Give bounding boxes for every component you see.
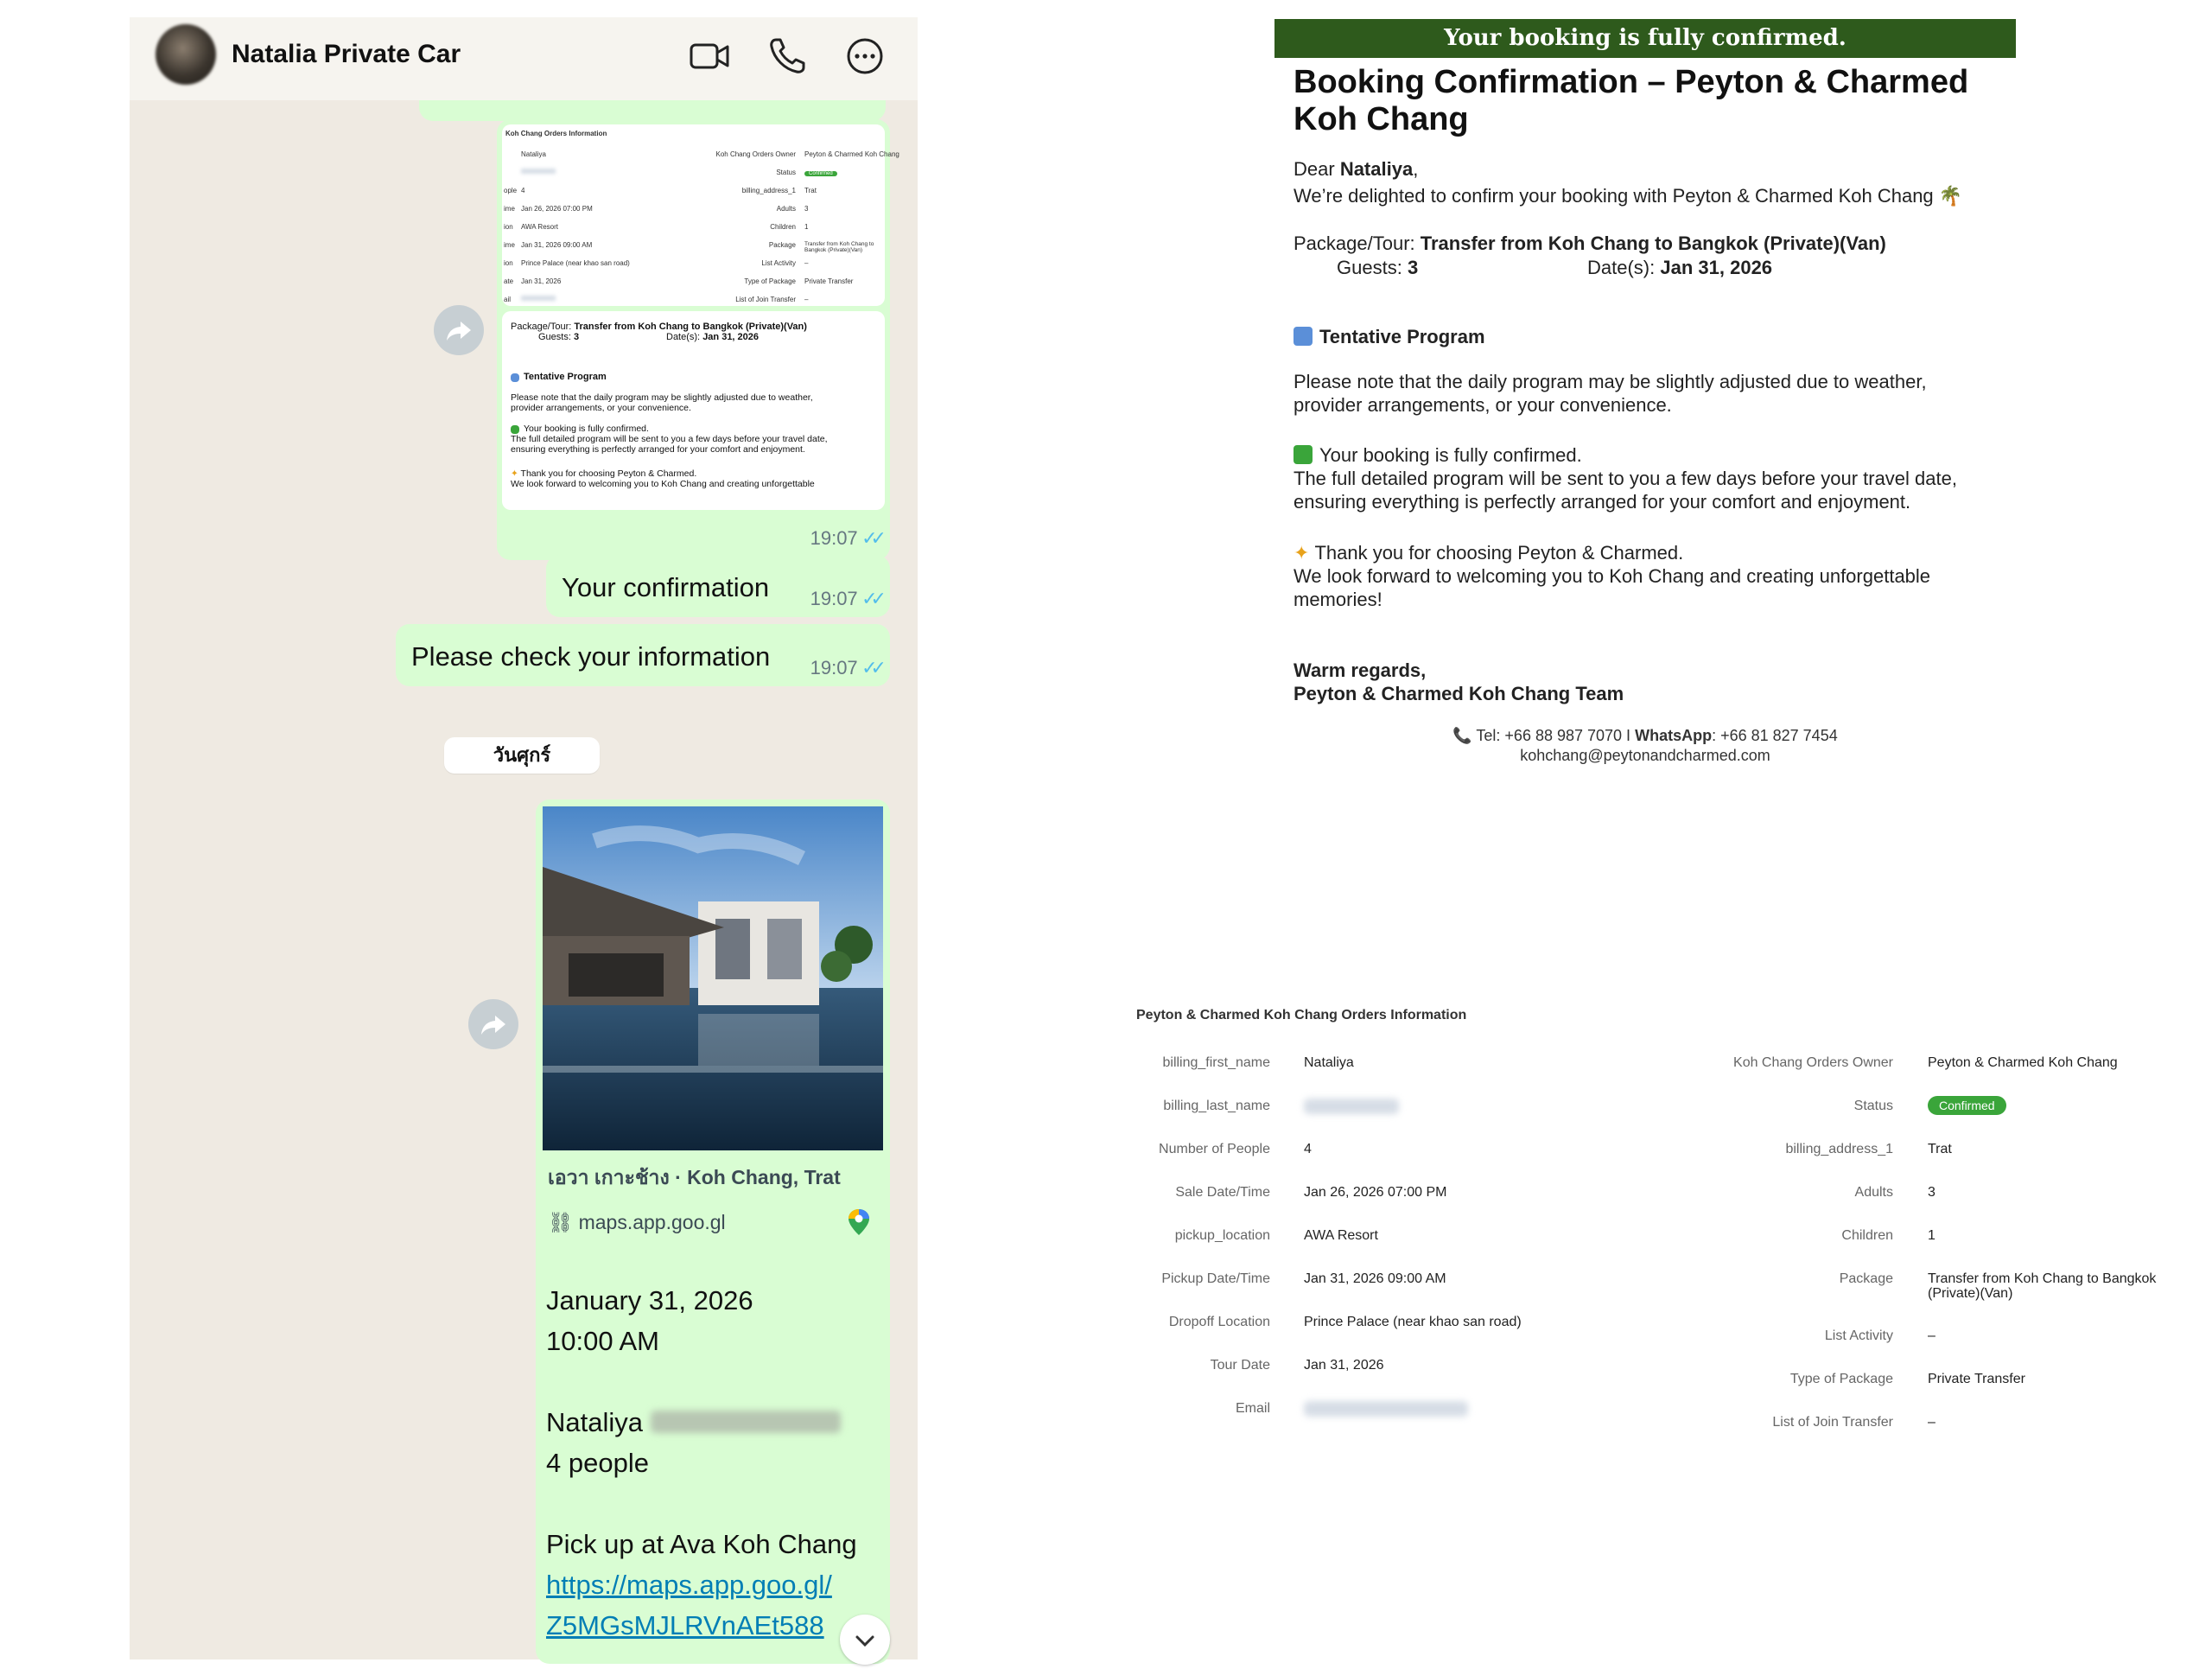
doc-preview-cell: List of Join Transfer — [735, 296, 796, 303]
order-field-value — [1304, 1401, 1468, 1417]
avatar[interactable] — [156, 24, 216, 85]
doc-preview-cell: Peyton & Charmed Koh Chang — [804, 150, 899, 158]
status-badge — [1928, 1099, 2006, 1114]
email-confirmed: Your booking is fully confirmed. — [1294, 443, 1582, 468]
order-field-value: 4 — [1304, 1142, 1312, 1156]
order-field-value: 1 — [1928, 1228, 1936, 1243]
doc-preview-cell: ime — [504, 205, 515, 213]
email-package: Package/Tour: Transfer from Koh Chang to Bangkok (Private)(Van) — [1294, 233, 1886, 254]
order-field-label: Dropoff Location — [1168, 1315, 1270, 1329]
order-field-value: Trat — [1928, 1142, 1952, 1156]
doc-preview-cell: Koh Chang Orders Owner — [715, 150, 796, 158]
read-ticks-icon: ✓✓ — [861, 657, 880, 678]
maps-link-continued[interactable]: Z5MGsMJLRVnAEt588 — [546, 1610, 824, 1640]
doc-preview-cell: Jan 26, 2026 07:00 PM — [521, 205, 593, 213]
order-field-value: Jan 31, 2026 09:00 AM — [1304, 1271, 1446, 1286]
order-field-label: Tour Date — [1210, 1358, 1270, 1373]
doc-preview-cell: Transfer from Koh Chang to Bangkok (Private)(Van) — [804, 241, 874, 253]
doc-preview-cell: – — [804, 259, 809, 267]
mini-note-2: provider arrangements, or your convenience. — [511, 403, 691, 413]
order-field-value: Jan 31, 2026 — [1304, 1358, 1384, 1373]
voice-call-icon[interactable] — [766, 35, 809, 78]
doc-preview-cell — [521, 169, 556, 174]
doc-preview-cell: ion — [504, 223, 513, 231]
order-field-label: List Activity — [1824, 1328, 1893, 1343]
message-text: Please check your information — [411, 641, 771, 672]
mini-dates: Date(s): Jan 31, 2026 — [666, 332, 760, 342]
people-count: 4 people — [546, 1448, 649, 1478]
doc-preview-cell: Type of Package — [744, 277, 796, 285]
doc-preview-cell: Status — [776, 169, 796, 176]
doc-preview-cell: Private Transfer — [804, 277, 854, 285]
email-thanks-2: We look forward to welcoming you to Koh Chang and creating unforgettable — [1294, 565, 1931, 587]
email-detail-2: ensuring everything is perfectly arranged for your comfort and enjoyment. — [1294, 491, 1911, 513]
order-field-label: Email — [1235, 1401, 1270, 1416]
message-time: 19:07 — [810, 588, 858, 609]
email-team: Peyton & Charmed Koh Chang Team — [1294, 683, 1624, 704]
chat-panel — [130, 17, 918, 1659]
pickup-time: 10:00 AM — [546, 1326, 659, 1356]
video-call-icon[interactable] — [688, 35, 731, 78]
doc-preview-cell: – — [804, 296, 809, 303]
doc-preview-cell: 1 — [804, 223, 809, 231]
message-meta — [810, 657, 880, 679]
pickup-date: January 31, 2026 — [546, 1285, 753, 1315]
check-icon — [511, 425, 519, 434]
mini-confirmed: Your booking is fully confirmed. — [511, 424, 649, 434]
doc-preview-cell: AWA Resort — [521, 223, 558, 231]
order-field-label: Status — [1853, 1099, 1893, 1113]
email-guests: Guests: 3 — [1337, 257, 1419, 278]
mini-package: Package/Tour: Transfer from Koh Chang to Bangkok (Private)(Van) — [511, 322, 807, 332]
order-field-label: billing_first_name — [1162, 1055, 1270, 1070]
email-title: Booking Confirmation – Peyton & Charmed Koh Chang — [1294, 64, 1969, 137]
email-regards: Warm regards, — [1294, 659, 1427, 681]
order-field-label: Type of Package — [1789, 1372, 1893, 1386]
location-bubble[interactable] — [536, 799, 890, 1664]
email-note-1: Please note that the daily program may be slightly adjusted due to weather, — [1294, 371, 1927, 392]
message-bubble[interactable] — [396, 624, 890, 686]
chat-header — [130, 17, 918, 100]
order-field-label: Adults — [1854, 1185, 1893, 1200]
contact-name[interactable]: Natalia Private Car — [232, 40, 461, 68]
document-preview-top[interactable] — [502, 124, 899, 306]
pickup-place: Pick up at Ava Koh Chang — [546, 1529, 857, 1559]
order-field-label: List of Join Transfer — [1772, 1415, 1893, 1430]
location-place[interactable]: เอวา เกาะช้าง · Koh Chang, Trat — [548, 1166, 841, 1188]
calendar-icon — [1294, 327, 1313, 346]
order-field-label: Koh Chang Orders Owner — [1733, 1055, 1893, 1070]
doc-preview-cell — [521, 296, 556, 301]
message-meta — [810, 588, 880, 610]
sparkles-icon: ✦ — [511, 468, 518, 479]
order-field-label: Pickup Date/Time — [1161, 1271, 1270, 1286]
doc-preview-cell: Jan 31, 2026 09:00 AM — [521, 241, 593, 249]
mini-status-badge: Confirmed — [804, 171, 837, 176]
doc-preview-cell: Children — [770, 223, 796, 231]
mini-note-1: Please note that the daily program may be slightly adjusted due to weather, — [511, 392, 813, 403]
day-separator: วันศุกร์ — [444, 737, 600, 774]
read-ticks-icon: ✓✓ — [861, 588, 880, 609]
email-contact-line: 📞 Tel: +66 88 987 7070 I WhatsApp: +66 81 827 7454 — [1452, 727, 1838, 744]
confirmation-banner: Your booking is fully confirmed. — [1274, 19, 2016, 58]
more-options-icon[interactable] — [843, 35, 887, 78]
email-greeting: Dear Nataliya, — [1294, 158, 1419, 180]
order-field-label: Number of People — [1159, 1142, 1270, 1156]
mini-tentative: Tentative Program — [511, 372, 607, 382]
order-field-value: Nataliya — [1304, 1055, 1354, 1070]
doc-preview-cell: Adults — [776, 205, 796, 213]
scroll-down-button[interactable] — [840, 1615, 890, 1665]
attachment-bubble[interactable] — [497, 119, 899, 560]
order-field-value: 3 — [1928, 1185, 1936, 1200]
order-field-value — [1928, 1271, 2156, 1301]
status-badge-label: Confirmed — [1928, 1096, 2006, 1115]
order-field-value: – — [1928, 1328, 1936, 1343]
passenger-name: Nataliya — [546, 1407, 841, 1438]
order-field-value: Private Transfer — [1928, 1372, 2025, 1386]
mini-detail-2: ensuring everything is perfectly arranged for your comfort and enjoyment. — [511, 444, 805, 455]
calendar-icon — [511, 373, 519, 382]
link-icon: ⛓ — [548, 1211, 574, 1233]
doc-preview-cell: billing_address_1 — [741, 187, 796, 194]
mini-thanks-2: We look forward to welcoming you to Koh Chang and creating unforgettable — [511, 479, 815, 489]
message-time: 19:07 — [810, 527, 858, 549]
doc-preview-cell — [804, 169, 837, 176]
location-domain: maps.app.goo.gl — [578, 1211, 726, 1233]
order-field-value — [1304, 1099, 1399, 1114]
mini-detail-1: The full detailed program will be sent to you a few days before your travel date, — [511, 434, 828, 444]
doc-preview-cell: 3 — [804, 205, 809, 213]
check-icon — [1294, 445, 1313, 464]
email-thanks-3: memories! — [1294, 589, 1382, 610]
phone-icon: 📞 — [1452, 727, 1472, 744]
forward-icon[interactable] — [434, 305, 484, 355]
order-field-label: billing_address_1 — [1785, 1142, 1893, 1156]
email-intro: We’re delighted to confirm your booking with Peyton & Charmed Koh Chang 🌴 — [1294, 185, 1963, 207]
doc-preview-cell: Package — [768, 241, 796, 249]
email-tentative-heading: Tentative Program — [1294, 325, 1485, 349]
doc-title: Koh Chang Orders Information — [505, 130, 607, 137]
order-field-value: – — [1928, 1415, 1936, 1430]
order-field-label: billing_last_name — [1163, 1099, 1270, 1113]
read-ticks-icon: ✓✓ — [861, 527, 880, 549]
order-field-label: Sale Date/Time — [1175, 1185, 1270, 1200]
doc-preview-cell: 4 — [521, 187, 525, 194]
doc-preview-cell: ate — [504, 277, 514, 285]
email-thanks: ✦ Thank you for choosing Peyton & Charmed. — [1294, 542, 1684, 564]
order-field-value: AWA Resort — [1304, 1228, 1378, 1243]
doc-preview-cell: ion — [504, 259, 513, 267]
chevron-down-icon — [840, 1615, 890, 1665]
order-field-label: Children — [1841, 1228, 1893, 1243]
email-detail-1: The full detailed program will be sent to you a few days before your travel date, — [1294, 468, 1957, 489]
order-field-value: Peyton & Charmed Koh Chang — [1928, 1055, 2118, 1070]
forward-icon[interactable] — [468, 999, 518, 1049]
google-maps-icon — [849, 1209, 869, 1235]
doc-preview-cell: Trat — [804, 187, 817, 194]
order-field-label: pickup_location — [1174, 1228, 1270, 1243]
message-text: Your confirmation — [562, 572, 770, 602]
package-line-2: (Private)(Van) — [1928, 1286, 2013, 1301]
doc-preview-cell: ople — [504, 187, 518, 194]
doc-preview-cell: Prince Palace (near khao san road) — [521, 259, 630, 267]
package-line-1: Transfer from Koh Chang to Bangkok — [1928, 1271, 2157, 1286]
email-dates: Date(s): Jan 31, 2026 — [1587, 257, 1773, 278]
message-meta — [810, 527, 880, 550]
resort-photo[interactable] — [543, 806, 883, 1150]
document-preview-bottom[interactable] — [502, 311, 885, 510]
doc-preview-cell: Jan 31, 2026 — [521, 277, 562, 285]
location-link-row[interactable] — [548, 1211, 726, 1234]
order-field-value: Prince Palace (near khao san road) — [1304, 1315, 1522, 1329]
order-field-label: Package — [1839, 1271, 1893, 1286]
doc-preview-cell: Nataliya — [521, 150, 546, 158]
email-note-2: provider arrangements, or your convenience. — [1294, 394, 1672, 416]
maps-link[interactable]: https://maps.app.goo.gl/ — [546, 1570, 832, 1600]
email-address[interactable]: kohchang@peytonandcharmed.com — [1520, 747, 1770, 764]
doc-preview-cell: List Activity — [761, 259, 796, 267]
order-field-value: Jan 26, 2026 07:00 PM — [1304, 1185, 1447, 1200]
doc-preview-cell: ail — [504, 296, 512, 303]
orders-title: Peyton & Charmed Koh Chang Orders Information — [1136, 1008, 1467, 1022]
doc-preview-cell: ime — [504, 241, 515, 249]
message-time: 19:07 — [810, 657, 858, 678]
message-bubble[interactable] — [546, 555, 890, 617]
mini-thanks: ✦ Thank you for choosing Peyton & Charmed. — [511, 468, 697, 479]
mini-guests: Guests: 3 — [538, 332, 580, 342]
sparkles-icon: ✦ — [1294, 542, 1310, 564]
